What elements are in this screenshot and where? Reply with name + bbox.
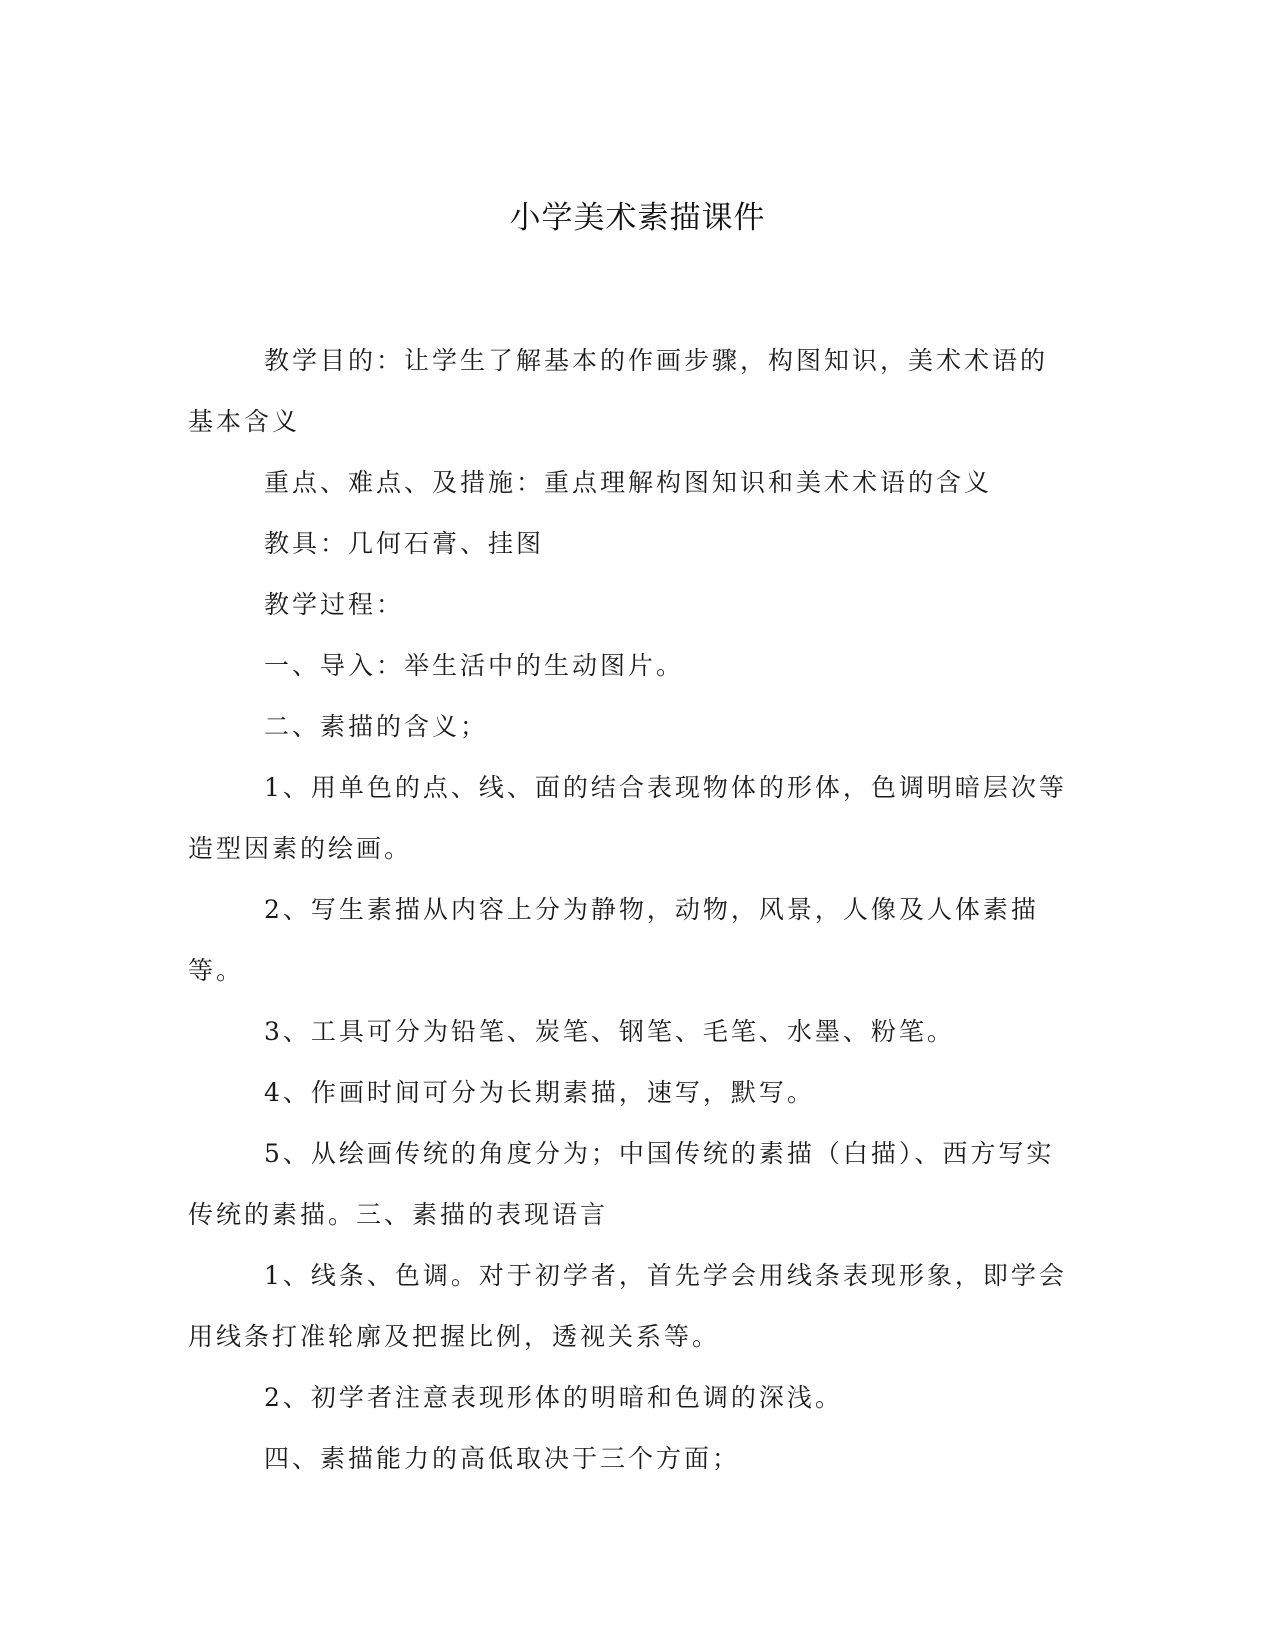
paragraph-item-3: 3、工具可分为铅笔、炭笔、钢笔、毛笔、水墨、粉笔。 <box>264 1017 955 1046</box>
document-body <box>188 330 1070 1489</box>
paragraph-key-points: 重点、难点、及措施：重点理解构图知识和美术术语的含义 <box>264 468 993 497</box>
paragraph-item-5: 5、从绘画传统的角度分为；中国传统的素描（白描）、西方写实传统的素描。三、素描的表现语言 <box>188 1139 1055 1229</box>
document-title: 小学美术素描课件 <box>509 200 766 236</box>
paragraph-item-1: 1、用单色的点、线、面的结合表现物体的形体，色调明暗层次等造型因素的绘画。 <box>188 773 1067 863</box>
paragraph-objective: 教学目的：让学生了解基本的作画步骤，构图知识，美术术语的基本含义 <box>188 346 1049 436</box>
paragraph-process-heading: 教学过程： <box>264 590 405 619</box>
paragraph-item-2: 2、写生素描从内容上分为静物，动物，风景，人像及人体素描等。 <box>188 895 1039 985</box>
paragraph-teaching-aids: 教具：几何石膏、挂图 <box>264 529 545 558</box>
paragraph-section-4: 四、素描能力的高低取决于三个方面； <box>264 1444 741 1473</box>
paragraph-section-2: 二、素描的含义； <box>264 712 489 741</box>
paragraph-language-1: 1、线条、色调。对于初学者，首先学会用线条表现形象，即学会用线条打准轮廓及把握比例，透视关系等。 <box>188 1261 1067 1351</box>
paragraph-language-2: 2、初学者注意表现形体的明暗和色调的深浅。 <box>264 1383 843 1412</box>
paragraph-section-1: 一、导入：举生活中的生动图片。 <box>264 651 685 680</box>
paragraph-item-4: 4、作画时间可分为长期素描，速写，默写。 <box>264 1078 815 1107</box>
